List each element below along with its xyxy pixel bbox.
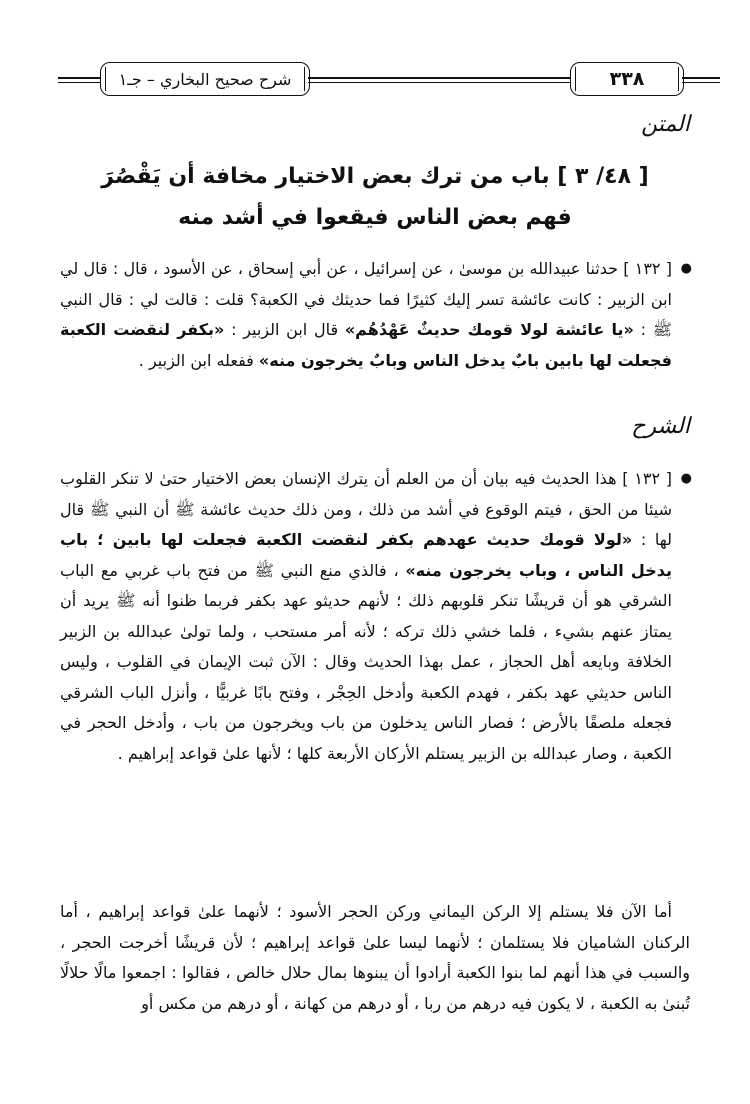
hadith-end: ففعله ابن الزبير . [138,350,259,370]
header-book-title: شرح صحيح البخاري – جـ١ [100,62,310,96]
matn-label: المتن [641,112,690,137]
hadith-mid: قال ابن الزبير : [224,320,345,339]
header-page-number: ٣٣٨ [570,62,684,96]
hadith-paragraph [60,254,690,376]
hadith-quote-1: «يا عائشة لولا قومك حديثٌ عَهْدُهُم» [344,320,634,339]
sharh-p1-rest: ، فالذي منع النبي ﷺ من فتح باب غربي مع الباب الشرقي هو أن قريشًا تنكر قلوبهم ذلك ؛ لأنهم حديثو عهد بكفر فربما ظنوا أنه ﷺ يريد أن يمتاز عنهم بشيء ، فلما خشي ذلك تركه ؛ لأنه أمر مستحب ، ولما تولىٰ عبدالله بن الزبير الخلافة وبايعه أهل الحجاز ، عمل بهذا الحديث وقال : الآن ثبت الإيمان في القلوب ، وليس الناس حديثي عهد بكفر ، فهدم الكعبة وأدخل الحِجْر ، وفتح بابًا غربيًّا ، وأنزل الباب الشرقي فجعله ملصقًا بالأرض ؛ فصار الناس يدخلون من باب ويخرجون من باب ، وأدخل الحجر في الكعبة ، وصار عبدالله بن الزبير يستلم الأركان الأربعة كلها ؛ لأنها علىٰ قواعد إبراهيم . [60,560,672,763]
header-rule-right [682,77,720,83]
sharh-p1-start: [ ١٣٢ ] هذا الحديث فيه بيان أن من العلم أن يترك الإنسان بعض الاختيار حتىٰ لا تنكر القلوب شيئا من الحق ، فيتم الوقوع في أشد من ذلك ، ومن ذلك حديث عائشة ﷺ أن النبي ﷺ قال لها : [60,469,673,549]
header-rule-left [58,77,100,83]
sharh-label: الشرح [631,414,690,439]
sharh-p1-quote: «لولا قومك حديث عهدهم بكفر لنقضت الكعبة فجعلت لها بابين ؛ باب يدخل الناس ، وباب يخرجون منه» [60,530,672,580]
sharh-paragraph-1 [60,464,690,769]
header-rule-middle [308,77,570,83]
sharh-paragraph-2: أما الآن فلا يستلم إلا الركن اليماني وركن الحجر الأسود ؛ لأنهما علىٰ قواعد إبراهيم ، أما الركنان الشاميان فلا يستلمان ؛ لأنهما ليسا علىٰ قواعد إبراهيم ؛ لأن قريشًا أخرجت الحجر ، والسبب في هذا أنهم لما بنوا الكعبة أرادوا أن يبنوها بمال حلال خالص ، فقالوا : اجمعوا مالًا حلالًا تُبنىٰ به الكعبة ، لا يكون فيه درهم من ربا ، أو درهم من كهانة ، أو درهم من مكس أو [60,902,690,1013]
hadith-quote-2: «بكفر لنقضت الكعبة فجعلت لها بابين بابٌ يدخل الناس وبابٌ يخرجون منه» [60,320,672,370]
hadith-intro: [ ١٣٢ ] حدثنا عبيدالله بن موسىٰ ، عن إسرائيل ، عن أبي إسحاق ، عن الأسود ، قال : قال لي ابن الزبير : كانت عائشة تسر إليك كثيرًا فما حديثك في الكعبة؟ قلت : قالت لي : قال النبي ﷺ : [60,259,673,339]
chapter-heading-line1: [ ٤٨/ ٣ ] باب من ترك بعض الاختيار مخافة أن يَقْصُرَ [101,164,649,189]
chapter-heading-line2: فهم بعض الناس فيقعوا في أشد منه [178,205,572,230]
